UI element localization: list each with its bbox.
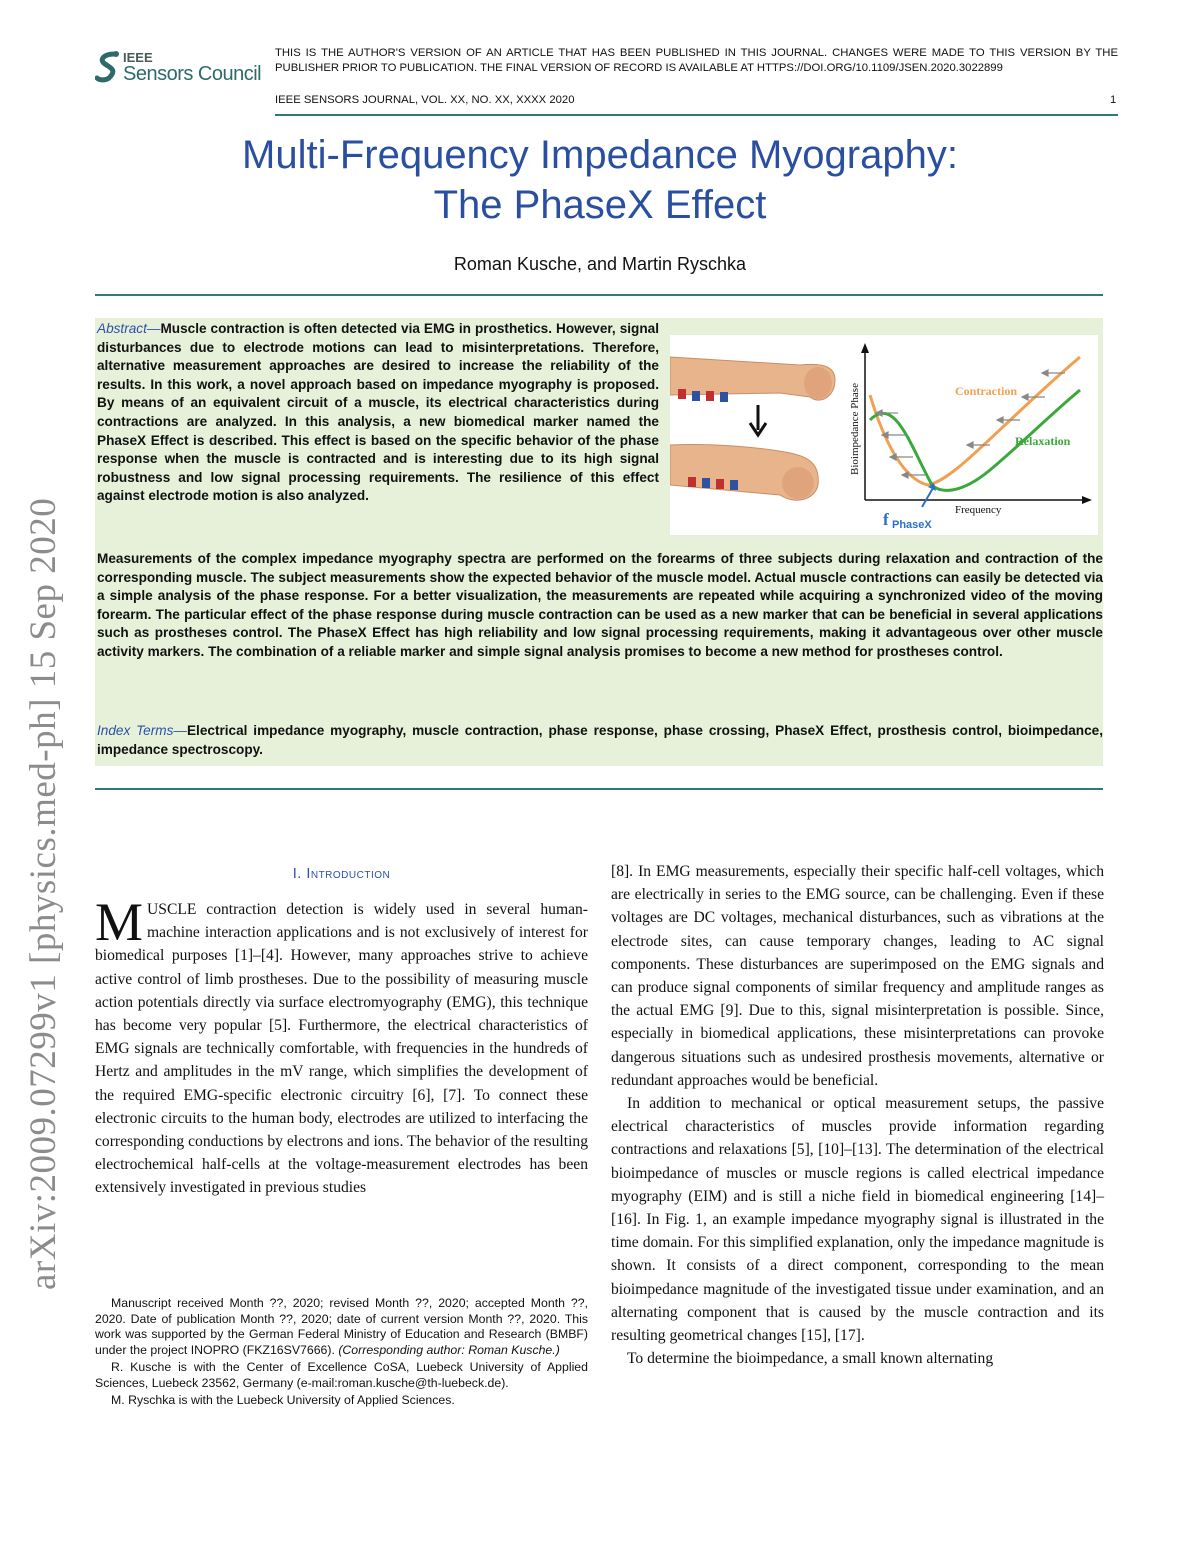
index-terms-dash: —: [173, 723, 187, 738]
intro-p1-text: USCLE contraction detection is widely used in several human-machine interaction applications and is not exclusively of interest for biomedical purposes [1]–[4]. However, many approaches strive to achieve active control of limb prostheses. Due to the possibility of measuring muscle action potentials directly via surface electromyography (EMG), this technique has become very popular [5]. Furthermore, the electrical characteristics of EMG signals are technically comfortable, with frequencies in the hundreds of Hertz and amplitudes in the mV range, which simplifies the development of the required EMG-specific electronic circuitry [6], [7]. To connect these electronic circuits to the human body, electrodes are utilized to interfacing the corresponding conductions by electrons and ions. The behavior of the resulting electrochemical half-cells at the voltage-measurement electrodes has been extensively investigated in previous studies: [95, 901, 588, 1197]
logo-line2: Sensors Council: [123, 63, 262, 85]
footnote-manuscript-text: Manuscript received Month ??, 2020; revised Month ??, 2020; accepted Month ??, 2020. Date of publication Month ??, 2020; date of current version Month ??, 2020. This work was supported by the German Federal Ministry of Education and Research (BMBF) under the project INOPRO (FKZ16SV7666).: [95, 1296, 588, 1357]
intro-paragraph-3: To determine the bioimpedance, a small known alternating: [627, 1350, 994, 1368]
title-line-1: Multi-Frequency Impedance Myography:: [242, 133, 958, 177]
arxiv-stamp: arXiv:2009.07299v1 [physics.med-ph] 15 Sep 2020: [23, 497, 64, 1290]
logo-mark-icon: [95, 50, 121, 84]
index-terms: [97, 722, 1103, 759]
footnotes: [95, 1296, 588, 1411]
phasex-marker-sub: PhaseX: [892, 519, 932, 531]
footnote-corresponding: (Corresponding author: Roman Kusche.): [338, 1342, 560, 1357]
intro-p1-continued: [8]. In EMG measurements, especially their specific half-cell voltages, which are electrically in series to the EMG source, can be challenging. Even if these voltages are DC voltages, mechanical disturbances, such as vibrations at the electrode sites, can cause temporary changes, leading to AC signal components. These disturbances are superimposed on the EMG signals and can produce signal components of similar frequency and amplitude ranges as the actual EMG [9]. Due to this, signal misinterpretation is possible. Since, especially in biomedical applications, these misinterpretations can provoke dangerous situations such as undesired prosthesis movements, alternative or redundant approaches would be beneficial.: [611, 863, 1104, 1089]
abstract-text-top: Muscle contraction is often detected via EMG in prosthetics. However, signal disturbances due to electrode motions can lead to misinterpretations. Therefore, alternative measurement approaches are desired to increase the reliability of the results. In this work, a novel approach based on impedance myography is proposed. By means of an equivalent circuit of a muscle, its electrical characteristics during contractions are analyzed. In this analysis, a new biomedical marker named the PhaseX Effect is described. This effect is based on the specific behavior of the phase response when the muscle is contracted and is interesting due to its high signal robustness and low signal processing requirements. The resilience of this effect against electrode motion is also analyzed.: [97, 321, 659, 504]
contraction-label: Contraction: [955, 384, 1017, 398]
intro-paragraph-2: In addition to mechanical or optical measurement setups, the passive electrical characteristics of muscles provide information regarding contractions and relaxations [5], [10]–[13]. The determination of the electrical bioimpedance of muscles or muscle regions is called electrical impedance myography (EIM) and is still a niche field in biomedical engineering [14]–[16]. In Fig. 1, an example impedance myography signal is illustrated in the time domain. For this simplified explanation, only the impedance magnitude is shown. It consists of a direct component, corresponding to the mean bioimpedance magnitude of the investigated tissue under examination, and an alternating component that is caused by the muscle contraction and its resulting geometrical changes [15], [17].: [611, 1095, 1104, 1345]
abstract-top: [97, 320, 659, 506]
relaxation-label: Relaxation: [1015, 434, 1071, 448]
down-arrow-icon: [750, 405, 766, 435]
figure-xlabel: Frequency: [955, 504, 1002, 516]
index-terms-label: Index Terms: [97, 723, 174, 738]
journal-line: IEEE SENSORS JOURNAL, VOL. XX, NO. XX, XXXX 2020: [275, 94, 575, 106]
footnote-ryschka: M. Ryschka is with the Luebeck University of Applied Sciences.: [111, 1393, 455, 1407]
ieee-sensors-council-logo: [95, 48, 265, 88]
abstract-dash: —: [146, 321, 161, 336]
right-column: [611, 860, 1104, 1370]
phasex-pointer: [922, 488, 933, 507]
forearm-contracted-illustration: [670, 444, 818, 500]
abstract-rule: [95, 788, 1103, 790]
logo-line1: IEEE: [123, 50, 153, 65]
index-terms-text: Electrical impedance myography, muscle contraction, phase response, phase crossing, PhaseX Effect, prosthesis control, bioimpedance, impedance spectroscopy.: [97, 723, 1104, 757]
section-heading: [95, 866, 588, 882]
figure-ylabel: Bioimpedance Phase: [849, 383, 861, 475]
publication-notice: THIS IS THE AUTHOR'S VERSION OF AN ARTICLE THAT HAS BEEN PUBLISHED IN THIS JOURNAL. CHANGES WERE MADE TO THIS VERSION BY THE PUBLISHER PRIOR TO PUBLICATION. THE FINAL VERSION OF RECORD IS AVAILABLE AT HTTPS://DOI.ORG/10.1109/JSEN.2020.3022899: [275, 47, 1118, 74]
paper-title: [100, 130, 1100, 230]
x-axis-arrow-icon: [1082, 496, 1092, 504]
authors: Roman Kusche, and Martin Ryschka: [453, 254, 747, 274]
figure-svg: [670, 335, 1098, 535]
title-line-2: The PhaseX Effect: [433, 183, 767, 227]
phasex-marker-main: f: [883, 510, 889, 529]
page-number: 1: [1110, 94, 1117, 106]
y-axis-arrow-icon: [861, 343, 869, 353]
abstract-text-full: Measurements of the complex impedance myography spectra are performed on the forearms of three subjects during relaxation and contraction of the corresponding muscle. The subject measurements show the expected behavior of the muscle model. Actual muscle contractions can easily be detected via a simple analysis of the phase response. For a better visualization, the measurements are repeated while acquiring a synchronized video of the moving forearm. The particular effect of the phase response during muscle contraction can be used as a new marker that can be beneficial in several applications such as prostheses control. The PhaseX Effect has high reliability and low signal processing requirements, making it advantageous over other muscle activity markers. The combination of a reliable marker and simple signal analysis promises to become a new method for prostheses control.: [97, 551, 1103, 659]
intro-paragraph-1: [95, 892, 588, 1200]
footnote-manuscript: [95, 1296, 588, 1358]
graphical-abstract-figure: [670, 335, 1098, 535]
header-rule: [275, 114, 1118, 116]
left-column: [95, 892, 588, 1200]
section-number: I.: [292, 866, 302, 882]
dropcap: M: [95, 892, 144, 952]
footnote-kusche: R. Kusche is with the Center of Excellence CoSA, Luebeck University of Applied Sciences, Luebeck 23562, Germany (e-mail:roman.kusche@th-luebeck.de).: [95, 1360, 588, 1390]
title-rule: [95, 294, 1103, 296]
section-title: Introduction: [306, 866, 391, 882]
abstract-label: Abstract: [97, 321, 147, 336]
